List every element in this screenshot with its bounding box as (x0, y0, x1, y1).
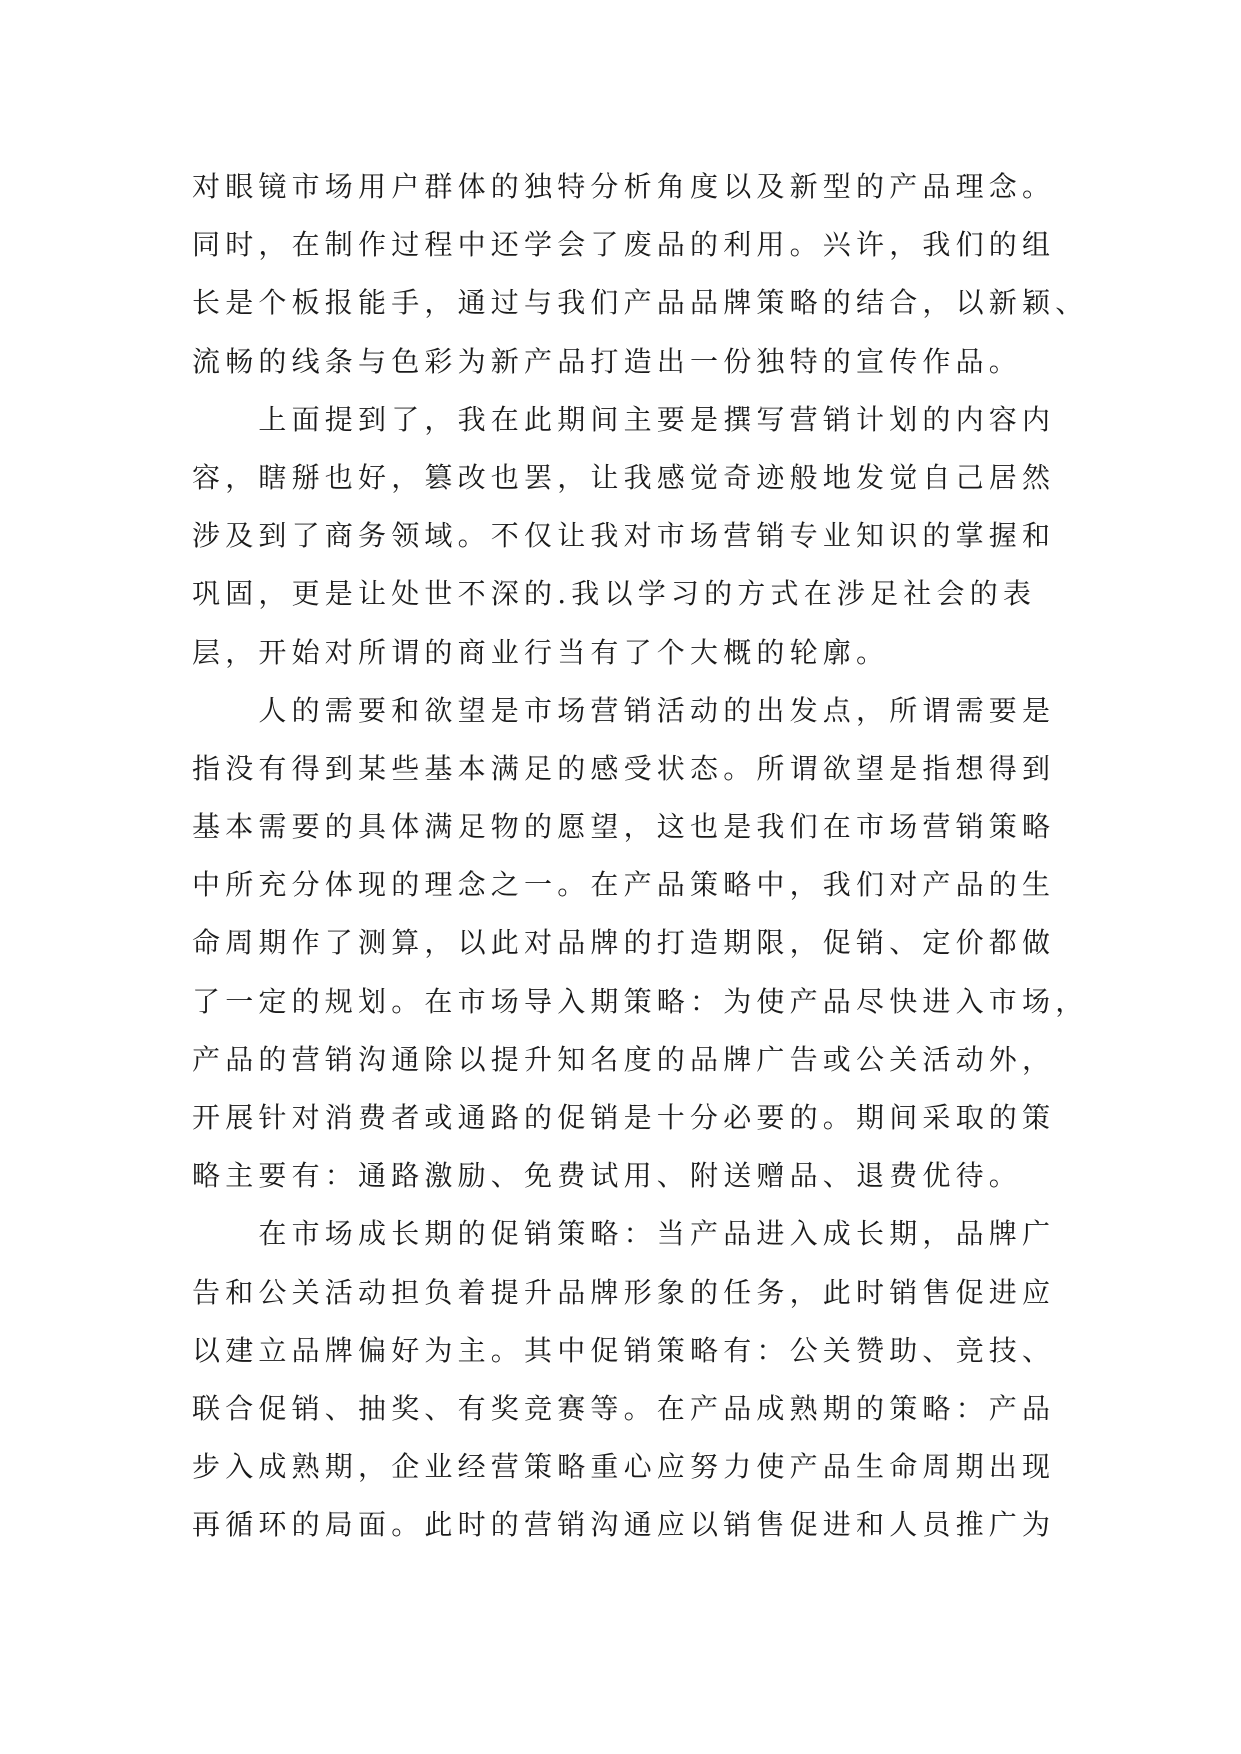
text-line: 产品的营销沟通除以提升知名度的品牌广告或公关活动外， (192, 1042, 1056, 1076)
text-line: 基本需要的具体满足物的愿望，这也是我们在市场营销策略 (192, 810, 1056, 844)
text-line: 涉及到了商务领域。不仅让我对市场营销专业知识的掌握和 (192, 519, 1056, 553)
text-line: 容，瞎掰也好，篡改也罢，让我感觉奇迹般地发觉自己居然 (192, 460, 1056, 494)
text-line: 人的需要和欲望是市场营销活动的出发点，所谓需要是 (192, 693, 1056, 727)
text-line: 中所充分体现的理念之一。在产品策略中，我们对产品的生 (192, 868, 1056, 902)
text-line: 上面提到了，我在此期间主要是撰写营销计划的内容内 (192, 402, 1056, 436)
text-line: 再循环的局面。此时的营销沟通应以销售促进和人员推广为 (192, 1508, 1056, 1542)
text-line: 了一定的规划。在市场导入期策略：为使产品尽快进入市场， (192, 984, 1089, 1018)
text-line: 联合促销、抽奖、有奖竞赛等。在产品成熟期的策略：产品 (192, 1391, 1056, 1425)
text-line: 在市场成长期的促销策略：当产品进入成长期，品牌广 (192, 1217, 1056, 1251)
text-line: 步入成熟期，企业经营策略重心应努力使产品生命周期出现 (192, 1450, 1056, 1484)
text-line: 略主要有：通路激励、免费试用、附送赠品、退费优待。 (192, 1159, 1023, 1193)
text-line: 同时，在制作过程中还学会了废品的利用。兴许，我们的组 (192, 228, 1056, 262)
text-line: 开展针对消费者或通路的促销是十分必要的。期间采取的策 (192, 1101, 1056, 1134)
text-line: 告和公关活动担负着提升品牌形象的任务，此时销售促进应 (192, 1275, 1056, 1309)
text-line: 以建立品牌偏好为主。其中促销策略有：公关赞助、竞技、 (192, 1333, 1056, 1367)
text-line: 流畅的线条与色彩为新产品打造出一份独特的宣传作品。 (192, 344, 1023, 378)
body-text (192, 158, 1089, 1555)
text-line: 指没有得到某些基本满足的感受状态。所谓欲望是指想得到 (192, 751, 1056, 785)
text-line: 对眼镜市场用户群体的独特分析角度以及新型的产品理念。 (192, 170, 1056, 203)
text-line: 长是个板报能手，通过与我们产品品牌策略的结合，以新颖、 (192, 286, 1089, 320)
text-line: 巩固，更是让处世不深的.我以学习的方式在涉足社会的表 (192, 577, 1037, 611)
text-line: 命周期作了测算，以此对品牌的打造期限，促销、定价都做 (192, 926, 1056, 960)
text-line: 层，开始对所谓的商业行当有了个大概的轮廓。 (192, 635, 890, 669)
